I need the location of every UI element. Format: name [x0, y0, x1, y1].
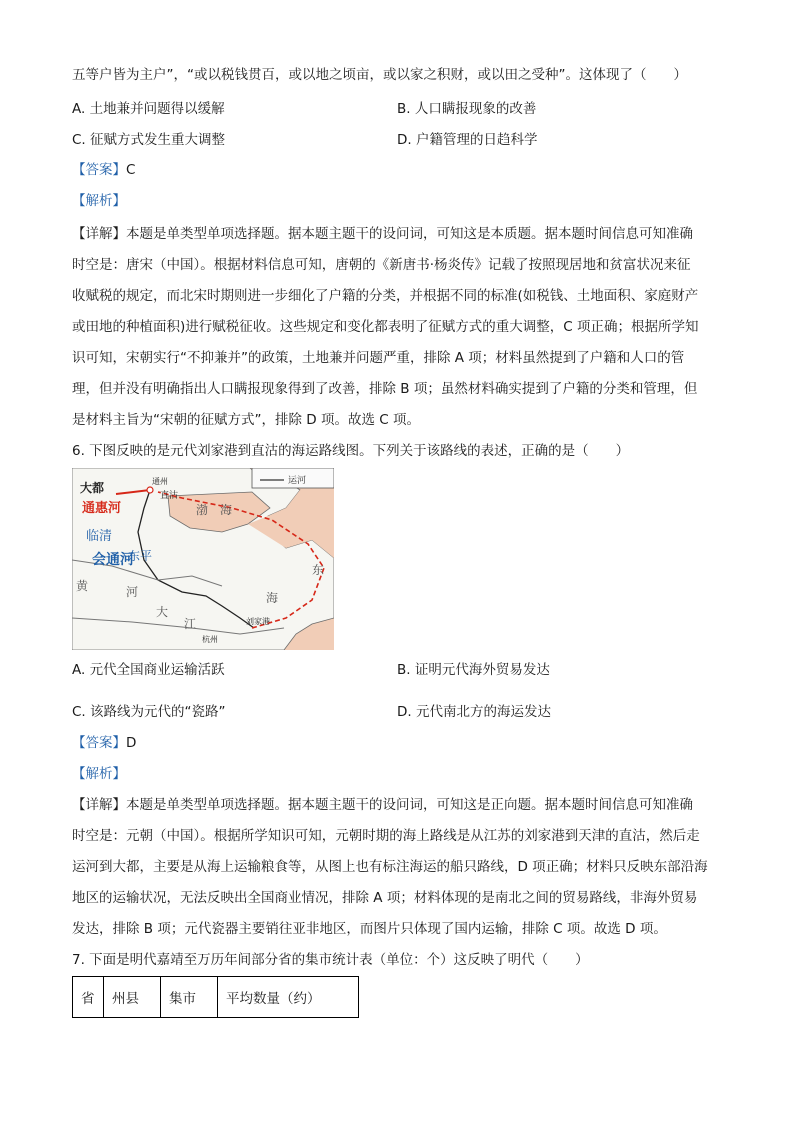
- q5-option-b: B. 人口瞒报现象的改善: [397, 101, 537, 117]
- map-label-zhigu: 直沽: [160, 491, 179, 501]
- q5-stem-line: 五等户皆为主户”，“或以税钱贯百，或以地之顷亩，或以家之积财，或以田之受种”。这体现了（ ）: [72, 67, 687, 83]
- market-statistics-table: [72, 976, 359, 1018]
- map-label-linqing: 临清: [86, 529, 113, 544]
- map-label-yunhe-legend: 运河: [288, 476, 307, 486]
- map-label-liujiagang: 刘家港: [246, 617, 270, 626]
- q5-detail-line: 是材料主旨为“宋朝的征赋方式”，排除 D 项。故选 C 项。: [72, 412, 420, 428]
- q6-analysis-tag: 【解析】: [72, 766, 126, 782]
- map-label-jiang: 江: [184, 617, 197, 631]
- map-label-he: 河: [126, 585, 139, 599]
- map-label-dadu: 大都: [80, 481, 105, 495]
- table-header-row: [73, 977, 359, 1018]
- q6-answer-tag: 【答案】: [72, 735, 126, 751]
- q6-stem: 6. 下图反映的是元代刘家港到直沽的海运路线图。下列关于该路线的表述，正确的是（ ）: [72, 443, 630, 459]
- q6-option-b: B. 证明元代海外贸易发达: [397, 662, 550, 678]
- q5-detail-line: 理，但并没有明确指出人口瞒报现象得到了改善，排除 B 项；虽然材料确实提到了户籍的分类和管理，但: [72, 381, 698, 397]
- q5-detail-text: 本题是单类型单项选择题。据本题主题干的设问词，可知这是本质题。据本题时间信息可知准确: [126, 226, 693, 242]
- q5-option-d: D. 户籍管理的日趋科学: [397, 132, 538, 148]
- q5-detail-line: 收赋税的规定，而北宋时期则进一步细化了户籍的分类，并根据不同的标准(如税钱、土地面积、家庭财产: [72, 288, 699, 304]
- map-label-da: 大: [156, 605, 169, 619]
- map-label-hangzhou: 杭州: [202, 635, 218, 644]
- q5-option-a: A. 土地兼并问题得以缓解: [72, 101, 225, 117]
- q6-option-d: D. 元代南北方的海运发达: [397, 704, 551, 720]
- q6-option-c: C. 该路线为元代的“瓷路”: [72, 704, 226, 720]
- table-header-province: 省: [73, 977, 104, 1018]
- map-label-tongzhou: 通州: [152, 477, 168, 486]
- map-dadu-marker: [147, 487, 153, 493]
- q5-option-c: C. 征赋方式发生重大调整: [72, 132, 226, 148]
- q5-detail-tag: 【详解】: [72, 226, 126, 242]
- map-label-huitonghe: 会通河: [92, 552, 134, 568]
- map-label-huang: 黄: [76, 579, 89, 593]
- q6-detail-line: 地区的运输状况，无法反映出全国商业情况，排除 A 项；材料体现的是南北之间的贸易路线，非海外贸易: [72, 890, 698, 906]
- q6-option-a: A. 元代全国商业运输活跃: [72, 662, 225, 678]
- map-label-dongping: 东平: [128, 549, 153, 563]
- q6-answer-value: D: [126, 735, 137, 751]
- map-label-dong: 东: [312, 563, 325, 577]
- q6-detail-tag: 【详解】: [72, 797, 126, 813]
- yuan-sea-route-map: [72, 468, 334, 650]
- q6-detail-line: 时空是：元朝（中国）。根据所学知识可知，元朝时期的海上路线是从江苏的刘家港到天津的直沽，然后走: [72, 828, 700, 844]
- q5-answer: [72, 161, 135, 179]
- table-header-county: 州县: [104, 977, 161, 1018]
- q6-detail-line: [72, 796, 693, 814]
- q7-stem: 7. 下面是明代嘉靖至万历年间部分省的集市统计表（单位：个）这反映了明代（ ）: [72, 952, 589, 968]
- q5-detail-line: 时空是：唐宋（中国）。根据材料信息可知，唐朝的《新唐书·杨炎传》记载了按照现居地和贫富状况来征: [72, 257, 691, 273]
- q5-detail-line: 或田地的种植面积)进行赋税征收。这些规定和变化都表明了征赋方式的重大调整，C 项正确；根据所学知: [72, 319, 699, 335]
- q6-detail-line: 发达，排除 B 项；元代瓷器主要销往亚非地区，而图片只体现了国内运输，排除 C 项。故选 D 项。: [72, 921, 667, 937]
- q5-detail-line: 识可知，宋朝实行“不抑兼并”的政策，土地兼并问题严重，排除 A 项；材料虽然提到了户籍和人口的管: [72, 350, 685, 366]
- table-header-markets: 集市: [161, 977, 218, 1018]
- q5-answer-value: C: [126, 162, 136, 178]
- q6-detail-line: 运河到大都，主要是从海上运输粮食等，从图上也有标注海运的船只路线，D 项正确；材料只反映东部沿海: [72, 859, 708, 875]
- q6-detail-text: 本题是单类型单项选择题。据本题主题干的设问词，可知这是正向题。据本题时间信息可知准确: [126, 797, 693, 813]
- q5-answer-tag: 【答案】: [72, 162, 126, 178]
- q6-answer: [72, 734, 136, 752]
- map-label-bohai: 渤 海: [196, 503, 233, 517]
- map-label-tonghuihe: 通惠河: [82, 501, 122, 516]
- map-label-hai: 海: [266, 591, 279, 605]
- q5-analysis-tag: 【解析】: [72, 193, 126, 209]
- table-header-average: 平均数量（约）: [218, 977, 359, 1018]
- map-graphic: [72, 468, 334, 650]
- q5-detail-line: [72, 225, 693, 243]
